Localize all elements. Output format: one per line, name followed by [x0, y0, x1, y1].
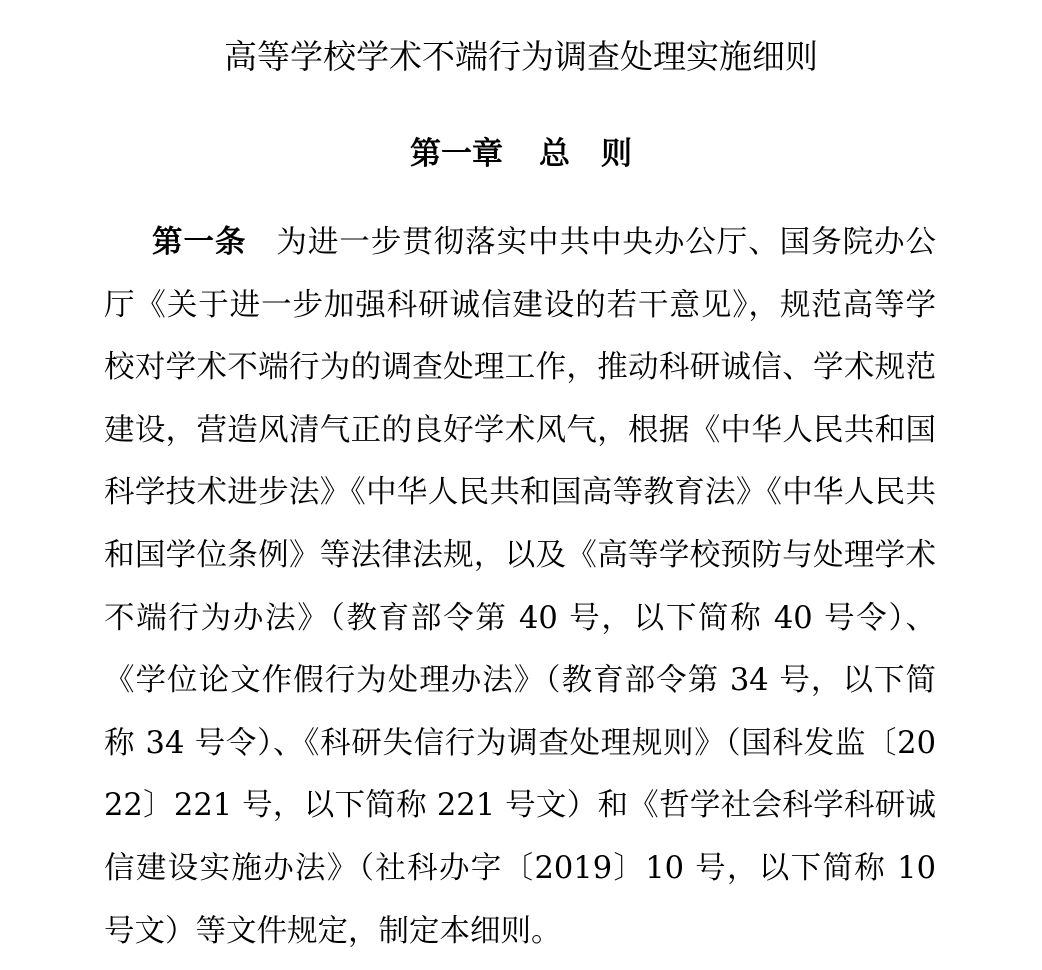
document-title: 高等学校学术不端行为调查处理实施细则 — [224, 37, 818, 76]
article-text: 为进一步贯彻落实中共中央办公厅、国务院办公厅《关于进一步加强科研诚信建设的若干意见》，规范高等学校对学术不端行为的调查处理工作，推动科研诚信、学术规范建设，营造风清气正的良好学术风气，根据《中华人民共和国科学技术进步法》《中华人民共和国高等教育法》《中华人民共和国学位条例》等法律法规，以及《高等学校预防与处理学术不端行为办法》（教育部令第 40 号，以下简称 40 号令）、《学位论文作假行为处理办法》（教育部令第 34 号，以下简称 34 号令）、《科研失信行为调查处理规则》（国科发监〔2022〕221 号，以下简称 221 号文）和《哲学社会科学科研诚信建设实施办法》（社科办字〔2019〕10 号，以下简称 10 号文）等文件规定，制定本细则。 — [104, 225, 937, 949]
article-label: 第一条 — [152, 225, 247, 260]
chapter-number: 第一章 — [410, 136, 503, 172]
chapter-heading — [0, 132, 1042, 176]
chapter-name: 总 则 — [539, 136, 632, 172]
article-1 — [104, 212, 936, 963]
